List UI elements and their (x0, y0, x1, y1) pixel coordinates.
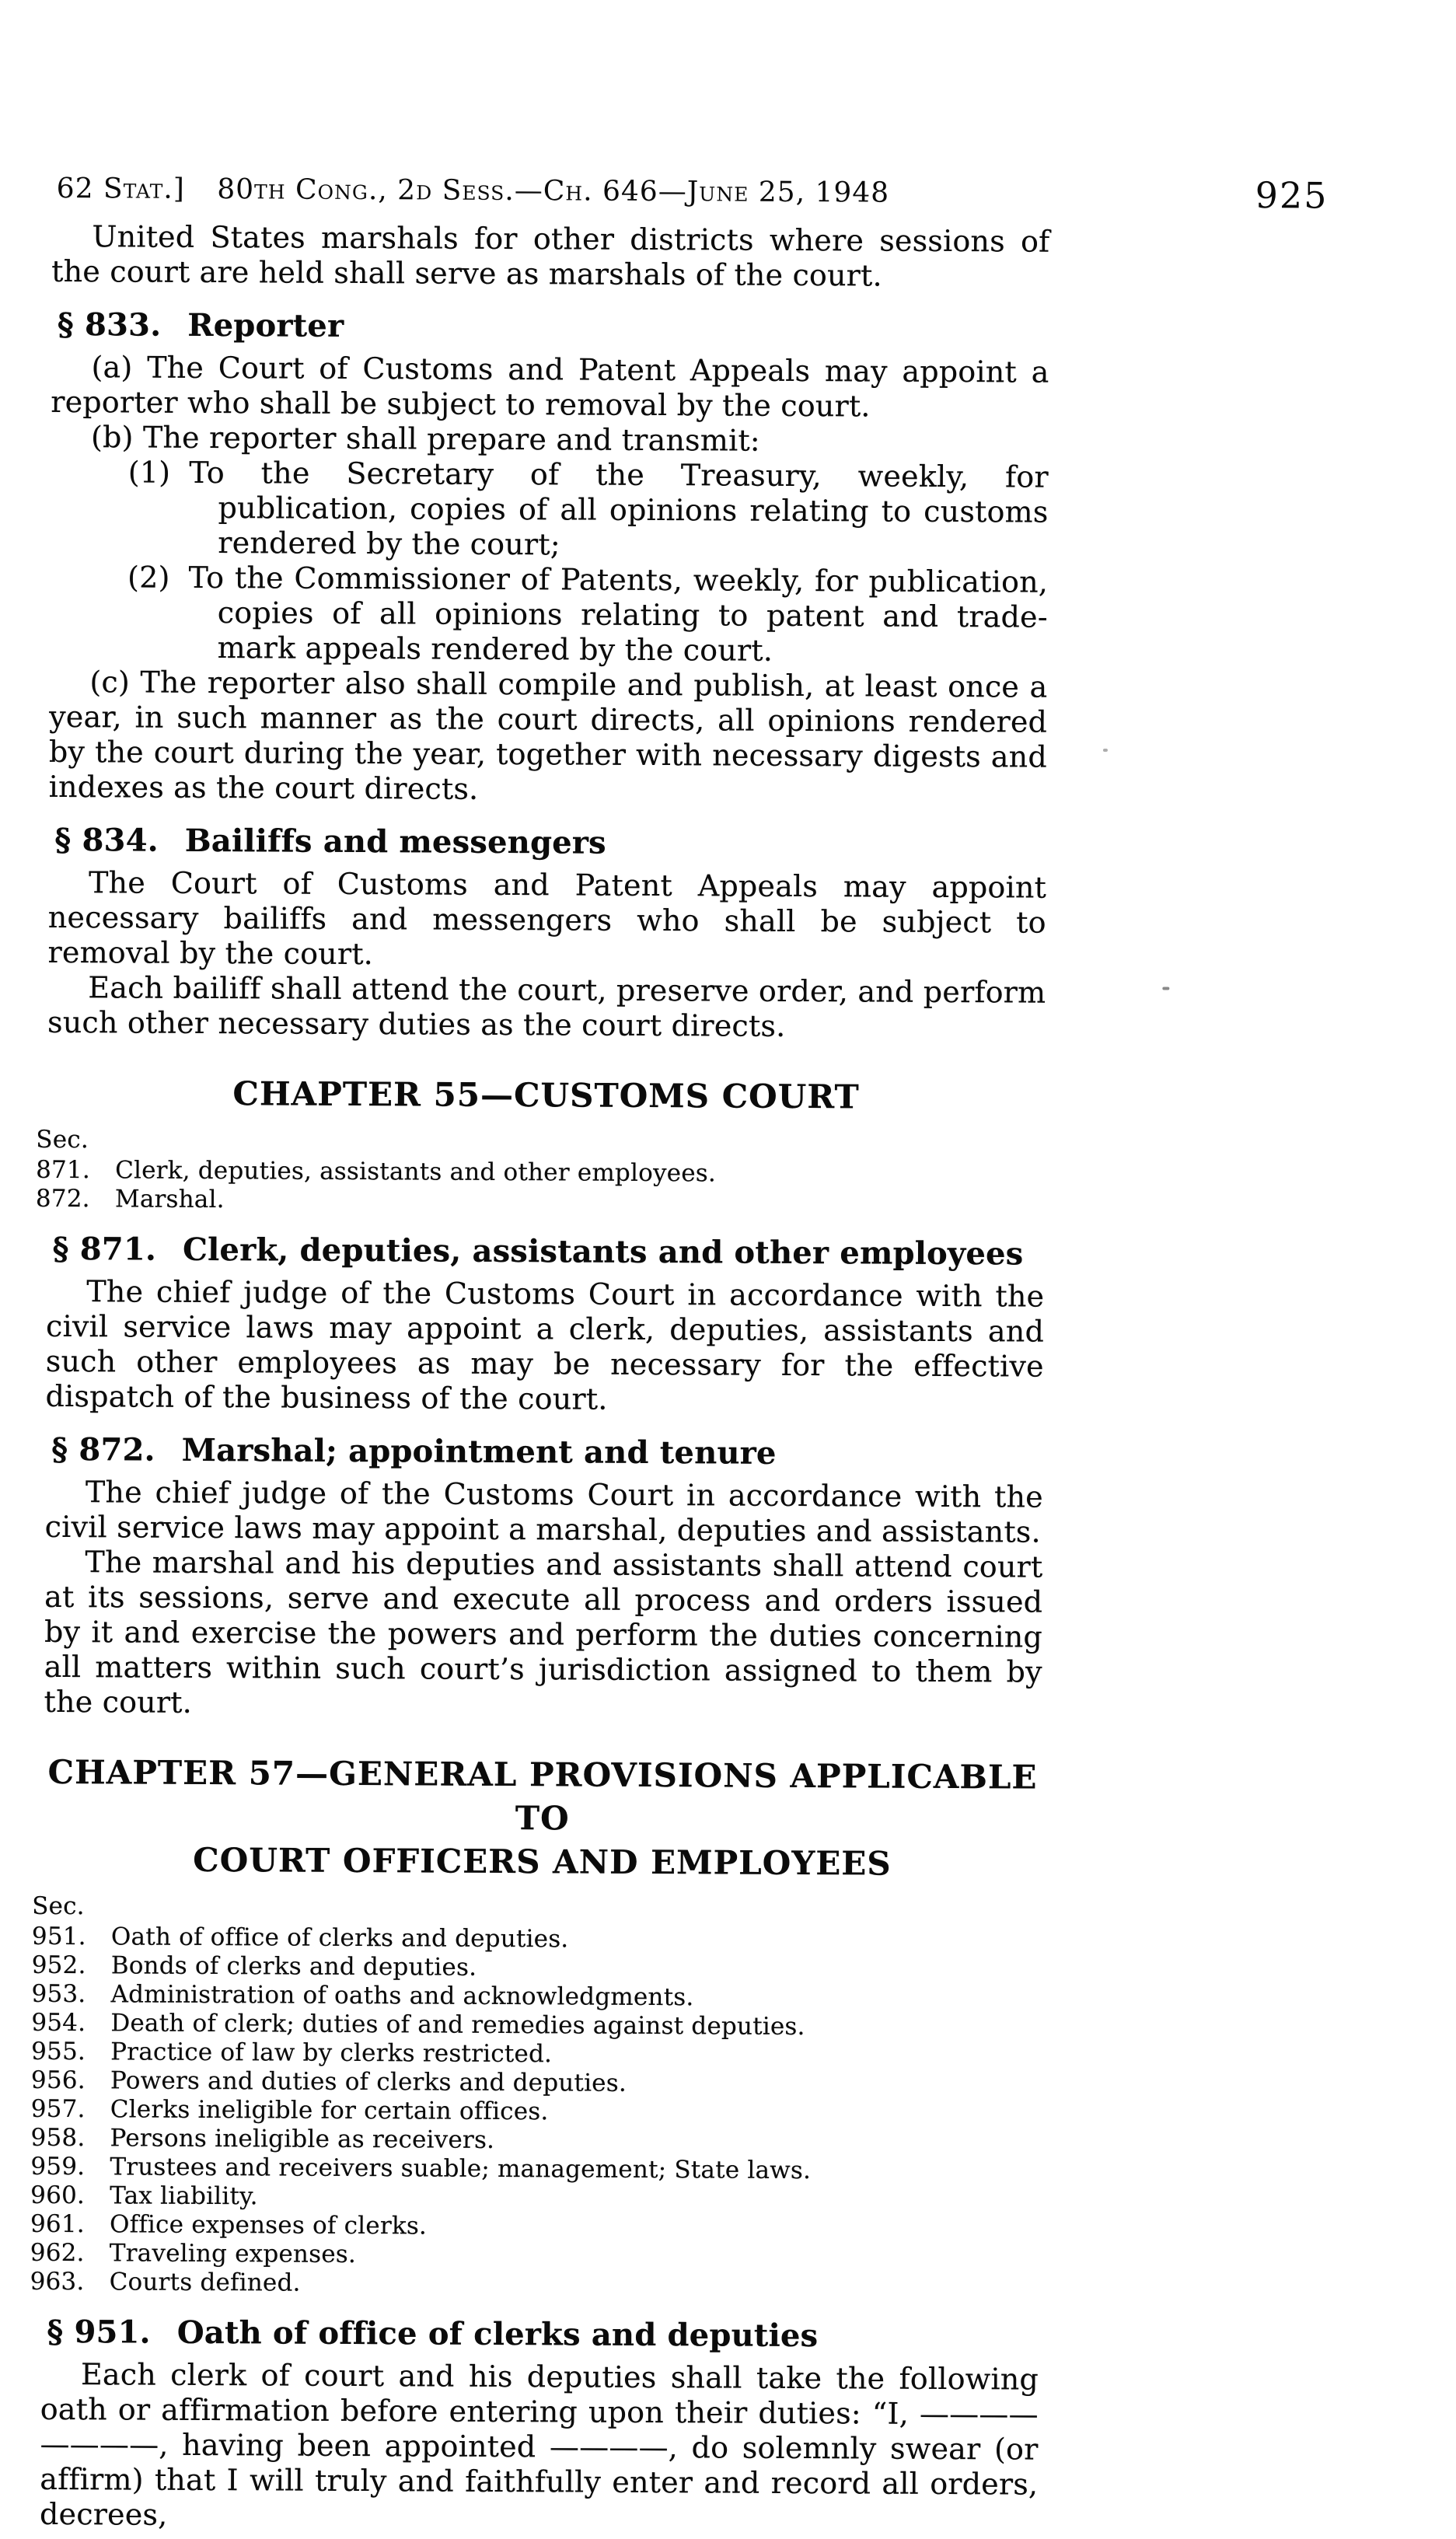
paragraph-834a: The Court of Customs and Patent Appeals may appoint necessary bailiffs and messengers who shall be subject to removal by the court. (47, 865, 1046, 976)
section-list-number: 961. (30, 2210, 110, 2240)
section-list-number: 955. (31, 2038, 110, 2067)
section-list-text: Marshal. (115, 1185, 1045, 1218)
list-item-833b-2 (218, 561, 1049, 670)
section-list-text: Bonds of clerks and deputies. (111, 1951, 1041, 1985)
section-number-951: § 951. (47, 2314, 151, 2351)
section-title-951: Oath of office of clerks and deputies (177, 2314, 819, 2354)
list-item-number-2: (2) (127, 560, 170, 594)
chapter-57-sec-label: Sec. (32, 1892, 1041, 1926)
chapter-55-sec-label: Sec. (36, 1126, 1045, 1160)
section-number-872: § 872. (51, 1431, 155, 1469)
paragraph-872b: The marshal and his deputies and assistants shall attend court at its sessions, serve and execute all process and orders issued by it and exercise the powers and perform the duties concerning all matters within such court’s jurisdiction assigned to them by the court. (44, 1545, 1042, 1725)
chapter-57-heading (43, 1751, 1042, 1887)
section-list-text: Death of clerk; duties of and remedies against deputies. (110, 2009, 1040, 2042)
section-list-number: 951. (32, 1923, 111, 1952)
section-list-number: 872. (36, 1185, 115, 1214)
paragraph-833c: (c) The reporter also shall compile and publish, at least once a year, in such manner as the court directs, all opinions rendered by the court during the year, together with necessary digests and indexes as the court directs. (49, 665, 1048, 810)
section-list-text: Administration of oaths and acknowledgments. (110, 1980, 1040, 2013)
section-title-871: Clerk, deputies, assistants and other employees (183, 1231, 1024, 1273)
list-item-text-1: To the Secretary of the Treasury, weekly, for publication, copies of all opinions relating to customs rendered by the court; (189, 456, 1049, 562)
paragraph-871: The chief judge of the Customs Court in accordance with the civil service laws may appoint a clerk, deputies, assistants and such other employees as may be necessary for the effective dispatch of the business of the court. (45, 1274, 1044, 1420)
chapter-55-section-list (36, 1156, 1045, 1219)
section-list-text: Practice of law by clerks restricted. (110, 2038, 1040, 2071)
section-list-text: Clerk, deputies, assistants and other employees. (115, 1156, 1045, 1189)
list-item (30, 2268, 1039, 2302)
text-column (40, 219, 1050, 2537)
section-list-number: 954. (31, 2009, 110, 2038)
list-item-number-1: (1) (128, 455, 171, 489)
section-list-text: Traveling expenses. (110, 2239, 1039, 2272)
section-list-text: Oath of office of clerks and deputies. (111, 1923, 1041, 1956)
section-number-871: § 871. (52, 1231, 156, 1268)
congress-session-chapter-label: 80th Cong., 2d Sess.—Ch. 646—June 25, 1948 (52, 173, 1055, 210)
paragraph-834b: Each bailiff shall attend the court, preserve order, and perform such other necessary duties as the court directs. (47, 970, 1046, 1046)
section-list-number: 957. (31, 2095, 110, 2125)
section-list-text: Powers and duties of clerks and deputies. (110, 2066, 1040, 2100)
section-list-text: Trustees and receivers suable; management; State laws. (110, 2153, 1039, 2186)
section-heading-833 (58, 306, 1049, 349)
section-number-833: § 833. (58, 306, 162, 344)
section-list-number: 956. (31, 2066, 110, 2096)
section-list-text: Office expenses of clerks. (110, 2210, 1039, 2244)
section-list-text: Tax liability. (110, 2181, 1039, 2215)
section-title-872: Marshal; appointment and tenure (182, 1432, 777, 1472)
section-heading-872 (51, 1431, 1043, 1474)
section-list-number: 962. (30, 2239, 110, 2268)
section-heading-871 (52, 1231, 1044, 1273)
list-item-text-2: To the Commissioner of Patents, weekly, for publication, copies of all opinions relating to patent and trade-mark appeals rendered by the court. (188, 561, 1048, 668)
section-list-number: 871. (36, 1156, 115, 1186)
paragraph-951-oath: Each clerk of court and his deputies shall take the following oath or affirmation before entering upon their duties: “I, ———— ————, having been appointed ————, do solemnly swear (or affirm) that I will truly and faithfully enter and record all orders, decrees, (40, 2357, 1039, 2537)
paragraph-833b: (b) The reporter shall prepare and transmit: (51, 420, 1049, 460)
section-list-number: 952. (32, 1951, 111, 1981)
section-list-number: 953. (31, 1980, 110, 2010)
section-list-text: Clerks ineligible for certain offices. (110, 2095, 1040, 2129)
section-number-834: § 834. (54, 822, 159, 859)
list-item-833b-1 (218, 456, 1049, 565)
section-list-number: 959. (30, 2153, 110, 2182)
list-item (36, 1185, 1045, 1219)
chapter-55-heading: CHAPTER 55—CUSTOMS COURT (47, 1071, 1045, 1120)
chapter-57-section-list (30, 1923, 1042, 2302)
chapter-57-heading-line2: COURT OFFICERS AND EMPLOYEES (43, 1838, 1041, 1887)
statute-volume-label: 62 Stat.] (57, 173, 185, 205)
page-number: 925 (1255, 174, 1329, 216)
paragraph-872a: The chief judge of the Customs Court in accordance with the civil service laws may appoint a marshal, deputies and assistants. (45, 1475, 1043, 1550)
section-list-number: 958. (31, 2124, 110, 2153)
chapter-57-heading-line1: CHAPTER 57—GENERAL PROVISIONS APPLICABLE TO (44, 1751, 1042, 1843)
section-list-number: 960. (30, 2181, 110, 2211)
paragraph-marshals-other-districts: United States marshals for other districts where sessions of the court are held shall serve as marshals of the court. (51, 219, 1049, 295)
scan-speck (1162, 987, 1169, 990)
section-title-833: Reporter (187, 307, 344, 344)
section-heading-834 (54, 822, 1046, 864)
section-title-834: Bailiffs and messengers (185, 822, 606, 861)
section-list-text: Persons ineligible as receivers. (110, 2124, 1040, 2157)
section-list-number: 963. (30, 2268, 110, 2297)
paragraph-833a: (a) The Court of Customs and Patent Appeals may appoint a reporter who shall be subject to removal by the court. (51, 350, 1049, 425)
section-heading-951 (47, 2314, 1039, 2356)
scan-speck (1103, 749, 1108, 752)
section-list-text: Courts defined. (110, 2268, 1039, 2301)
